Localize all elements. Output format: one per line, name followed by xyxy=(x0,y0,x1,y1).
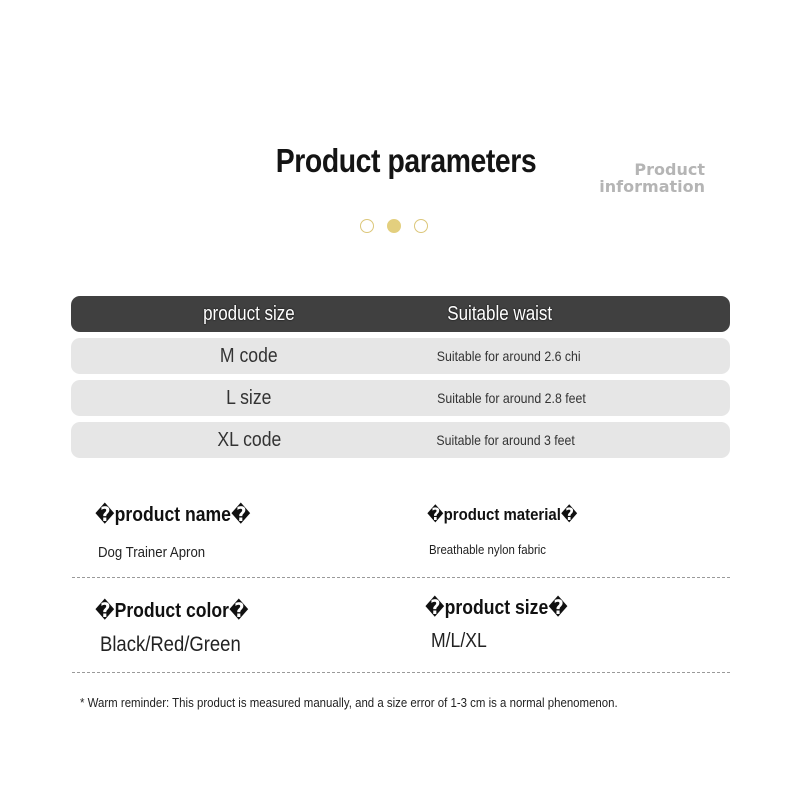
page-title: Product parameters xyxy=(275,142,537,179)
waist-cell: Suitable for around 2.8 feet xyxy=(437,390,586,406)
side-title xyxy=(599,161,705,195)
product-color-label: �Product color� xyxy=(95,600,249,622)
divider-2 xyxy=(72,672,730,673)
product-material-label: �product material� xyxy=(427,505,578,524)
product-name-value: Dog Trainer Apron xyxy=(98,544,206,561)
side-title-line2: information xyxy=(599,177,705,196)
table-row xyxy=(71,338,730,374)
divider-1 xyxy=(72,577,730,578)
waist-cell: Suitable for around 3 feet xyxy=(436,432,575,448)
table-row xyxy=(71,422,730,458)
size-cell: L size xyxy=(226,386,272,409)
table-row xyxy=(71,380,730,416)
pager-dot-3[interactable] xyxy=(414,219,428,233)
pager-dot-1[interactable] xyxy=(360,219,374,233)
size-table xyxy=(71,296,730,464)
pager-dots xyxy=(360,219,428,233)
product-name-label: �product name� xyxy=(95,504,251,526)
size-table-header xyxy=(71,296,730,332)
header-suitable-waist: Suitable waist xyxy=(447,302,553,325)
side-title-line1: Product xyxy=(634,160,705,179)
waist-cell: Suitable for around 2.6 chi xyxy=(436,348,581,364)
pager-dot-2-active[interactable] xyxy=(387,219,401,233)
product-color-value: Black/Red/Green xyxy=(100,633,241,656)
product-size-label: �product size� xyxy=(425,597,568,619)
size-cell: M code xyxy=(220,344,278,367)
header-product-size: product size xyxy=(203,302,295,325)
product-material-value: Breathable nylon fabric xyxy=(429,542,547,557)
product-size-value: M/L/XL xyxy=(431,630,487,652)
warm-reminder-note: * Warm reminder: This product is measured manually, and a size error of 1-3 cm is a normal phenomenon. xyxy=(80,695,618,710)
size-cell: XL code xyxy=(217,428,281,451)
